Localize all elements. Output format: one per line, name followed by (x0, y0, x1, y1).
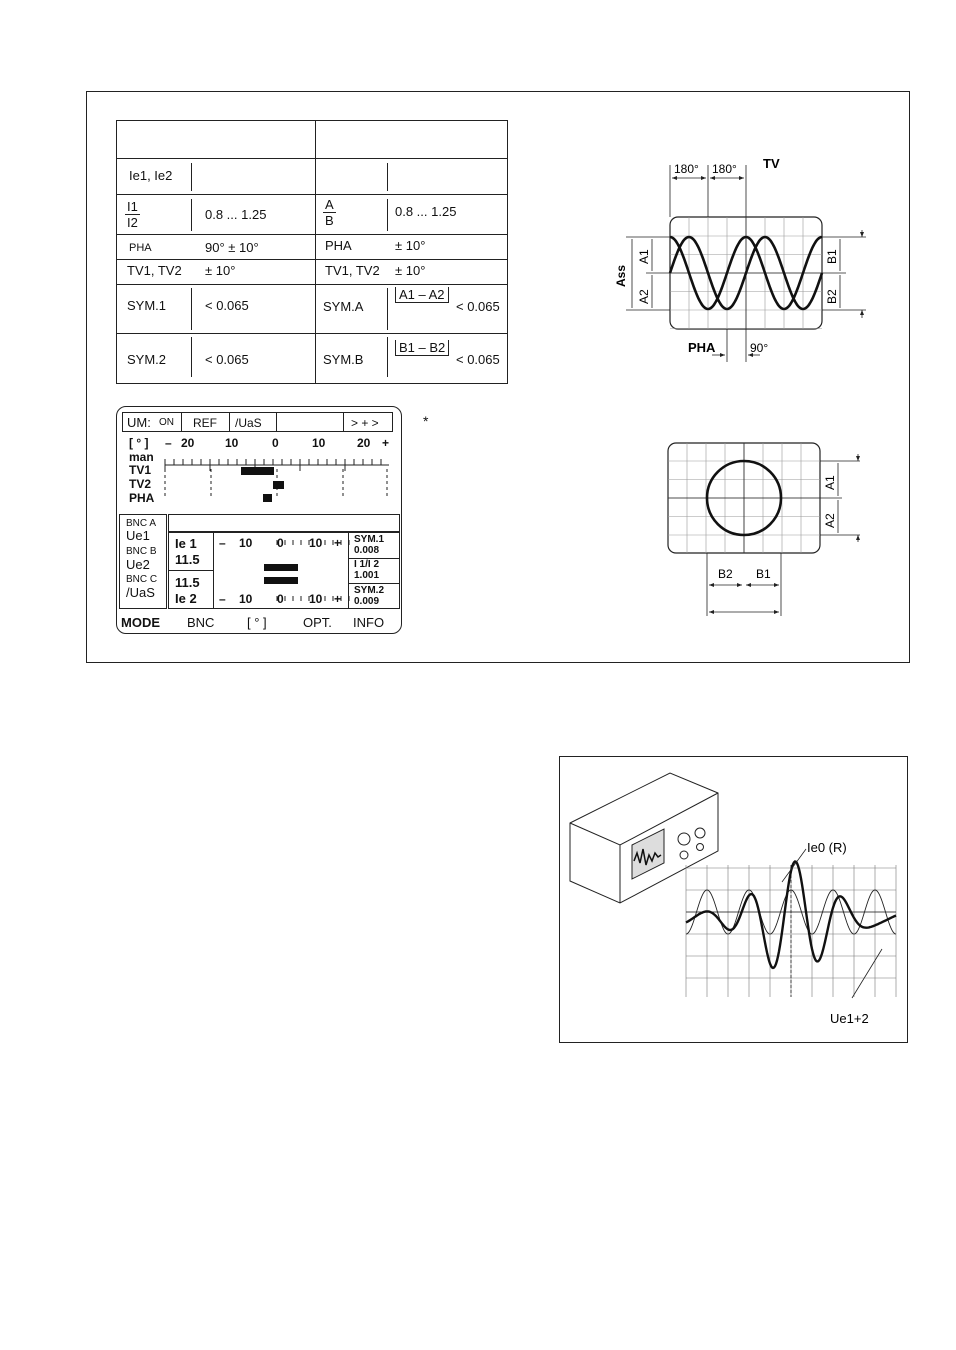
tv-label: TV (763, 156, 780, 171)
circle-b1-label: B1 (756, 567, 771, 581)
b2-label: B2 (825, 289, 839, 304)
deg-180-right: 180° (712, 162, 737, 176)
row-ie-label: Ie1, Ie2 (129, 168, 173, 183)
ass-label: Ass (614, 264, 628, 287)
pha-value-right: ± 10° (395, 238, 426, 253)
um-label: UM: (127, 415, 151, 430)
symb-label: SYM.B (323, 352, 364, 367)
sym2-display-value: 0.009 (354, 596, 380, 607)
um-state[interactable]: ON (159, 417, 174, 428)
syma-value: < 0.065 (456, 299, 500, 314)
mid-scale-plus: + (334, 536, 342, 550)
low-scale-tick: 0 (277, 592, 284, 606)
ie2-value: 11.5 (175, 575, 200, 590)
circle-b2-label: B2 (718, 567, 733, 581)
sym1-display-label: SYM.1 (354, 534, 385, 545)
scale-tick-label: 0 (272, 436, 279, 450)
row-label-pha: PHA (129, 491, 155, 505)
ie0-label: Ie0 (R) (807, 840, 847, 855)
ie1-label: Ie 1 (175, 536, 197, 551)
deg-180-left: 180° (674, 162, 699, 176)
scale-tick-label: 10 (312, 436, 326, 450)
measurement-display (116, 406, 402, 634)
current-panel (168, 532, 400, 609)
menu-opt[interactable]: OPT. (303, 615, 332, 630)
scale-minus: – (165, 436, 172, 450)
menu-degree[interactable]: [ ° ] (247, 615, 267, 630)
low-scale-minus: – (219, 592, 226, 606)
bnc-ue2[interactable]: Ue2 (126, 557, 150, 572)
ratio-i-value: 0.8 ... 1.25 (205, 207, 267, 222)
symb-value: < 0.065 (456, 352, 500, 367)
menu-bnc[interactable]: BNC (187, 615, 215, 630)
nav-buttons[interactable]: > + > (351, 416, 379, 430)
scale-tick-label: 20 (181, 436, 195, 450)
scale-tick-label: 20 (357, 436, 371, 450)
a2-label: A2 (637, 289, 651, 304)
status-strip (168, 514, 400, 532)
menu-mode[interactable]: MODE (121, 615, 160, 630)
pha-label-left: PHA (129, 242, 152, 254)
sym2-label: SYM.2 (127, 352, 167, 367)
ue12-label: Ue1+2 (830, 1011, 869, 1026)
low-scale-tick: 10 (239, 592, 253, 606)
tv-value-right: ± 10° (395, 263, 426, 278)
ie2-label: Ie 2 (175, 591, 197, 606)
mid-scale-tick: 10 (239, 536, 253, 550)
uas-button[interactable]: /UaS (235, 416, 262, 430)
ratio-display-label: I 1/I 2 (354, 559, 380, 570)
pha-value-left: 90° ± 10° (205, 240, 259, 255)
row-label-tv2: TV2 (129, 477, 152, 491)
mid-scale-tick: 0 (277, 536, 284, 550)
menu-info[interactable]: INFO (353, 615, 385, 630)
footnote-asterisk: * (423, 413, 429, 429)
sym1-display-value: 0.008 (354, 545, 380, 556)
ie1-bar (264, 564, 298, 571)
deg-90-label: 90° (750, 341, 769, 355)
bnc-a-label[interactable]: BNC A (126, 518, 157, 529)
ratio-a-b: $\frac{A}{B}$ (325, 197, 334, 228)
tv2-bar (273, 481, 284, 489)
row-label-tv1: TV1 (129, 463, 152, 477)
tv1-bar (241, 467, 274, 475)
scope-circle-diagram (660, 440, 890, 620)
circle-a2-label: A2 (823, 513, 837, 528)
sym1-value: < 0.065 (205, 298, 249, 313)
mid-scale-minus: – (219, 536, 226, 550)
bnc-ue1[interactable]: Ue1 (126, 528, 150, 543)
tv-label-right: TV1, TV2 (325, 263, 380, 278)
spec-table (116, 120, 508, 384)
syma-formula: A1 – A2 (395, 287, 449, 303)
symb-formula: B1 – B2 (395, 340, 449, 356)
bnc-c-label[interactable]: BNC C (126, 574, 158, 585)
bnc-panel (119, 514, 167, 609)
sym1-label: SYM.1 (127, 298, 167, 313)
low-scale-tick: 10 (309, 592, 323, 606)
sym2-display-label: SYM.2 (354, 585, 385, 596)
pha-scope-label: PHA (688, 340, 716, 355)
mid-scale-tick: 10 (309, 536, 323, 550)
sym2-value: < 0.065 (205, 352, 249, 367)
tv-label-left: TV1, TV2 (127, 263, 182, 278)
low-scale-plus: + (334, 592, 342, 606)
bnc-b-label[interactable]: BNC B (126, 546, 157, 557)
bottom-scope-figure (560, 757, 905, 1040)
scope-sine-diagram (600, 140, 890, 370)
bnc-uas[interactable]: /UaS (126, 585, 155, 600)
ratio-ab-value: 0.8 ... 1.25 (395, 204, 457, 219)
row-label-man: man (129, 450, 154, 464)
ie2-bar (264, 577, 298, 584)
degree-unit: [ ° ] (129, 436, 149, 450)
circle-a1-label: A1 (823, 475, 837, 490)
b1-label: B1 (825, 249, 839, 264)
ratio-i1-i2: $\frac{I1}{I2}$ (127, 199, 138, 230)
pha-bar (263, 494, 272, 502)
ie1-value: 11.5 (175, 552, 200, 567)
scale-tick-label: 10 (225, 436, 239, 450)
a1-label: A1 (637, 249, 651, 264)
pha-label-right: PHA (325, 238, 352, 253)
scale-plus: + (382, 436, 390, 450)
tv-value-left: ± 10° (205, 263, 236, 278)
ref-button[interactable]: REF (193, 416, 217, 430)
syma-label: SYM.A (323, 299, 364, 314)
ratio-display-value: 1.001 (354, 570, 380, 581)
